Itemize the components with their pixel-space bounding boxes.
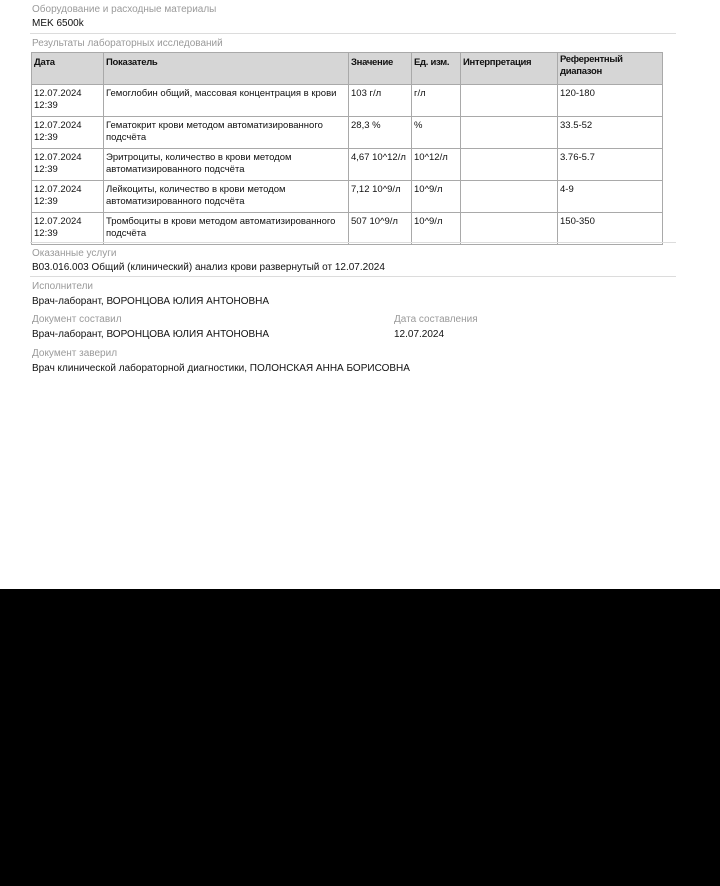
column-header-reference: Референтный диапазон <box>558 53 663 85</box>
table-row <box>32 85 663 117</box>
table-row <box>32 213 663 245</box>
cell-unit: % <box>412 117 461 149</box>
certified-by-label: Документ заверил <box>32 348 118 359</box>
date-text: 12.07.2024 <box>34 120 82 131</box>
cell-value: 7,12 10^9/л <box>349 181 412 213</box>
performers-value: Врач-лаборант, ВОРОНЦОВА ЮЛИЯ АНТОНОВНА <box>32 296 270 307</box>
cell-date <box>32 117 104 149</box>
results-label: Результаты лабораторных исследований <box>32 38 223 49</box>
column-header-indicator: Показатель <box>104 53 349 85</box>
cell-date <box>32 85 104 117</box>
cell-date <box>32 181 104 213</box>
table-header-row <box>32 53 663 85</box>
cell-interpretation <box>461 181 558 213</box>
composed-by-value: Врач-лаборант, ВОРОНЦОВА ЮЛИЯ АНТОНОВНА <box>32 329 270 340</box>
table-row <box>32 181 663 213</box>
results-table <box>31 52 663 245</box>
cell-reference: 3.76-5.7 <box>558 149 663 181</box>
cell-unit: 10^9/л <box>412 213 461 245</box>
divider <box>30 276 676 277</box>
equipment-label: Оборудование и расходные материалы <box>32 4 217 15</box>
cell-indicator: Гематокрит крови методом автоматизированного подсчёта <box>104 117 349 149</box>
time-text: 12:39 <box>34 196 58 207</box>
performers-label: Исполнители <box>32 281 94 292</box>
cell-interpretation <box>461 117 558 149</box>
cell-value: 507 10^9/л <box>349 213 412 245</box>
cell-reference: 150-350 <box>558 213 663 245</box>
date-text: 12.07.2024 <box>34 152 82 163</box>
cell-reference: 4-9 <box>558 181 663 213</box>
cell-interpretation <box>461 85 558 117</box>
date-text: 12.07.2024 <box>34 216 82 227</box>
time-text: 12:39 <box>34 164 58 175</box>
cell-value: 103 г/л <box>349 85 412 117</box>
column-header-interpretation: Интерпретация <box>461 53 558 85</box>
column-header-unit: Ед. изм. <box>412 53 461 85</box>
divider <box>30 33 676 34</box>
table-row <box>32 117 663 149</box>
time-text: 12:39 <box>34 228 58 239</box>
cell-value: 28,3 % <box>349 117 412 149</box>
cell-unit: 10^9/л <box>412 181 461 213</box>
cell-unit: 10^12/л <box>412 149 461 181</box>
date-text: 12.07.2024 <box>34 88 82 99</box>
cell-indicator: Гемоглобин общий, массовая концентрация в крови <box>104 85 349 117</box>
cell-indicator: Лейкоциты, количество в крови методом автоматизированного подсчёта <box>104 181 349 213</box>
time-text: 12:39 <box>34 100 58 111</box>
cell-value: 4,67 10^12/л <box>349 149 412 181</box>
table-row <box>32 149 663 181</box>
cell-date <box>32 149 104 181</box>
column-header-date: Дата <box>32 53 104 85</box>
equipment-value: MEK 6500k <box>32 18 84 29</box>
date-composed-value: 12.07.2024 <box>394 329 445 340</box>
time-text: 12:39 <box>34 132 58 143</box>
date-text: 12.07.2024 <box>34 184 82 195</box>
services-label: Оказанные услуги <box>32 248 117 259</box>
cell-indicator: Тромбоциты в крови методом автоматизированного подсчёта <box>104 213 349 245</box>
divider <box>30 242 676 243</box>
services-value: B03.016.003 Общий (клинический) анализ крови развернутый от 12.07.2024 <box>32 262 385 273</box>
cell-indicator: Эритроциты, количество в крови методом автоматизированного подсчёта <box>104 149 349 181</box>
composed-by-label: Документ составил <box>32 314 122 325</box>
column-header-value: Значение <box>349 53 412 85</box>
cell-date <box>32 213 104 245</box>
cell-reference: 33.5-52 <box>558 117 663 149</box>
cell-interpretation <box>461 213 558 245</box>
cell-unit: г/л <box>412 85 461 117</box>
date-composed-label: Дата составления <box>394 314 478 325</box>
certified-by-value: Врач клинической лабораторной диагностики, ПОЛОНСКАЯ АННА БОРИСОВНА <box>32 363 410 374</box>
cell-interpretation <box>461 149 558 181</box>
cell-reference: 120-180 <box>558 85 663 117</box>
